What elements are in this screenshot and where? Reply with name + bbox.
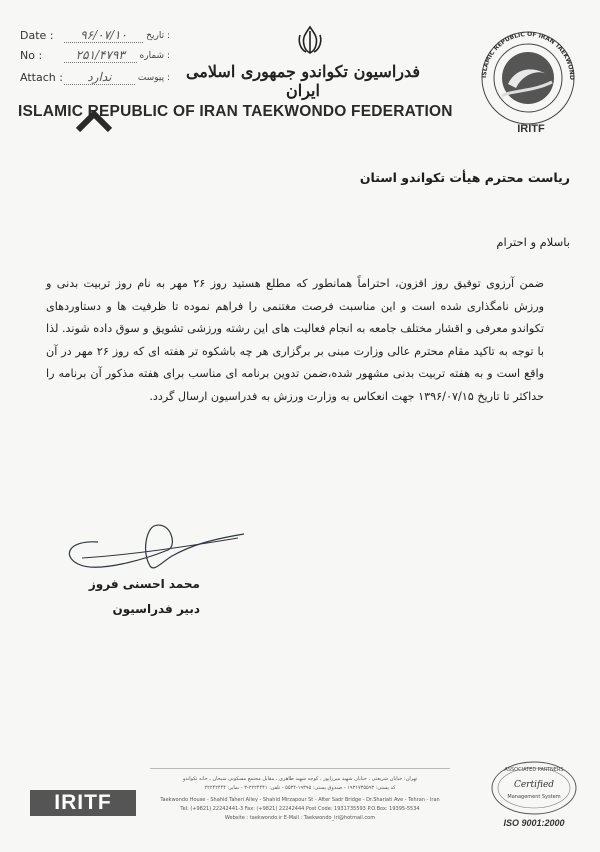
date-row bbox=[20, 28, 170, 43]
attach-label: Attach : bbox=[20, 71, 63, 84]
number-row bbox=[20, 48, 170, 63]
signer-name: محمد احسنی فروز bbox=[88, 577, 200, 591]
number-value: ۲۵۱/۴۷۹۳ bbox=[64, 48, 137, 63]
salutation: باسلام و احترام bbox=[496, 235, 570, 249]
date-label: Date : bbox=[20, 29, 54, 42]
cert-sub: Management System bbox=[507, 794, 561, 800]
iso-seal bbox=[490, 760, 578, 820]
footer-address-en: Taekwondo House - Shahid Taheri Alley - Shahid Mirzapour St - After Sadr Bridge - Dr.Shariati Ave - Tehran - Iran bbox=[160, 797, 440, 803]
signer-title: دبیر فدراسیون bbox=[112, 602, 200, 616]
number-label: No : bbox=[20, 49, 43, 62]
letter-body bbox=[46, 273, 544, 408]
federation-name-fa: فدراسیون تکواندو جمهوری اسلامی ایران bbox=[185, 62, 421, 100]
federation-name-en: ISLAMIC REPUBLIC OF IRAN TAEKWONDO FEDERATION bbox=[18, 103, 453, 120]
cert-top: ASSOCIATED PARTNERS bbox=[504, 767, 564, 773]
date-value: ۹۶/۰۷/۱۰ bbox=[64, 28, 143, 43]
footer-brand: IRITF bbox=[30, 790, 136, 816]
footer-divider bbox=[150, 768, 450, 769]
emblem-icon bbox=[296, 25, 324, 55]
attach-label-fa: پیوست : bbox=[137, 72, 170, 83]
recipient: ریاست محترم هیأت تکواندو استان bbox=[359, 170, 570, 185]
chevron-mark-icon bbox=[76, 110, 112, 132]
iso-label: ISO 9001:2000 bbox=[503, 818, 565, 828]
federation-logo bbox=[472, 18, 584, 136]
attach-value: ندارد bbox=[64, 70, 135, 85]
body-paragraph: ضمن آرزوی توفیق روز افزون، احتراماً همانطور که مطلع هستید روز ۲۶ مهر به نام روز تربیت بدنی و ورزش نامگذاری شده است و این مناسبت فرصت مغتنمی را فراهم نموده تا ظرفیت ها و دستاوردهای تکواندو معرفی و اقشار مختلف جامعه به انجام فعالیت های این رشته ورزشی تشویق و سوق داده شوند. لذا با توجه به تاکید مقام محترم عالی وزارت مبنی بر برگزاری هر چه باشکوه تر هفته ای که روز ۲۶ مهر در آن واقع است و به هفته تربیت بدنی مشهور شده،ضمن تدوین برنامه ای مناسب برای هفته مذکور آن برنامه را حداکثر تا تاریخ ۱۳۹۶/۰۷/۱۵ جهت انعکاس به وزارت ورزش به فدراسیون ارسال گردد. bbox=[46, 277, 544, 403]
footer-web-en: Website : taekwondo.ir E-Mail : Taekwondo_iri@hotmail.com bbox=[224, 815, 376, 821]
footer-phone-en: Tel: (+9821) 22242441-3 Fax: (+9821) 22242444 Post Code: 1931735593 P.O.Box: 19395-5534 bbox=[180, 806, 420, 812]
date-label-fa: تاریخ : bbox=[146, 30, 170, 41]
attach-row bbox=[20, 70, 170, 85]
footer-phone-fa: کد پستی: ۱۹۳۱۷۳۵۵۹۳ - صندوق پستی: ۱۹۳۹۵-۵۵۳۴ - تلفن: ۲۲۲۴۴۴۱-۳ - نمابر: ۲۲۲۴۲۴۴۴ bbox=[204, 785, 396, 791]
number-label-fa: شماره : bbox=[139, 50, 170, 61]
signature bbox=[58, 512, 248, 582]
footer-address-fa: تهران: خیابان شریعتی ، خیابان شهید میرزاپور ، کوچه شهید طاهری ، مقابل مجتمع مسکونی سبحان ، خانه تکواندو bbox=[182, 776, 418, 782]
logo-brand: IRITF bbox=[517, 123, 545, 135]
cert-mid: Certified bbox=[513, 780, 555, 790]
logo-ring-text: ISLAMIC REPUBLIC OF IRAN TAEKWOND bbox=[480, 30, 576, 80]
